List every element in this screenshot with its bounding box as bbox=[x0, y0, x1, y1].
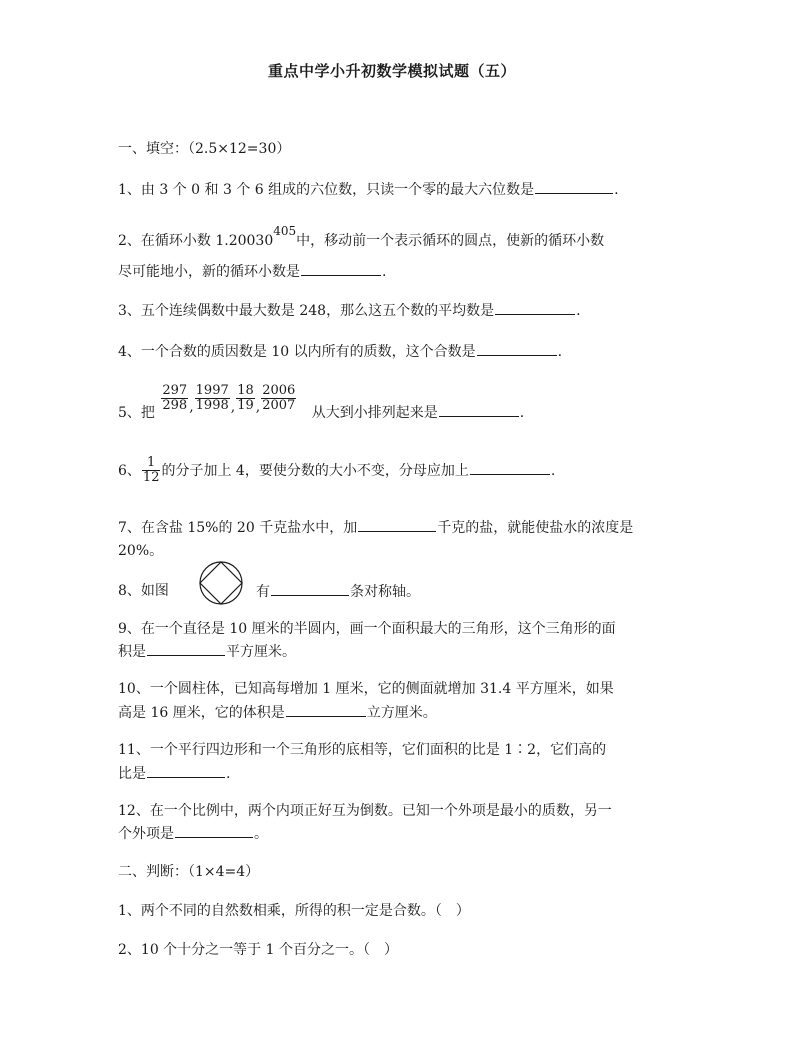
question-1-6 bbox=[118, 456, 555, 486]
question-text: 有 bbox=[256, 584, 270, 600]
judgement-question-2: 2、10 个十分之一等于 1 个百分之一。（ ） bbox=[118, 942, 398, 958]
fraction-2 bbox=[195, 384, 230, 414]
answer-blank[interactable] bbox=[147, 640, 225, 656]
numerator: 1997 bbox=[195, 383, 229, 398]
circle-square-figure bbox=[197, 559, 245, 607]
punct: . bbox=[576, 303, 581, 319]
answer-blank[interactable] bbox=[301, 260, 381, 276]
comma: , bbox=[189, 398, 194, 415]
question-1-10: 10、一个圆柱体，已知高每增加 1 厘米，它的侧面就增加 31.4 平方厘米，如果 bbox=[118, 681, 614, 697]
question-text: 个外项是 bbox=[118, 826, 174, 842]
answer-blank[interactable] bbox=[477, 340, 557, 356]
question-text: 从大到小排列起来是 bbox=[311, 404, 438, 421]
punct: . bbox=[557, 344, 563, 360]
question-text: 立方厘米。 bbox=[366, 705, 437, 721]
question-1-7-line2: 20%。 bbox=[118, 543, 164, 559]
answer-blank[interactable] bbox=[271, 580, 349, 596]
question-1-10-line2 bbox=[118, 701, 437, 722]
numerator: 18 bbox=[237, 383, 254, 398]
section-1-heading: 一、填空：（2.5×12=30） bbox=[118, 141, 291, 157]
fraction-1 bbox=[161, 384, 188, 414]
question-1-5 bbox=[118, 384, 524, 422]
answer-blank[interactable] bbox=[175, 822, 253, 838]
question-1-8-rest bbox=[256, 580, 420, 601]
repeating-digits: 405 bbox=[273, 224, 297, 238]
denominator: 19 bbox=[237, 398, 254, 414]
question-1-7 bbox=[118, 516, 633, 537]
question-text: 千克的盐，就能使盐水的浓度是 bbox=[437, 520, 634, 536]
question-1-2 bbox=[118, 224, 605, 250]
judgement-question-1: 1、两个不同的自然数相乘，所得的积一定是合数。（ ） bbox=[118, 903, 470, 919]
question-1-1 bbox=[118, 178, 619, 199]
answer-blank[interactable] bbox=[358, 516, 436, 532]
question-1-4 bbox=[118, 340, 562, 361]
punct: . bbox=[226, 766, 231, 782]
numerator: 2006 bbox=[262, 383, 296, 398]
question-text: 3、五个连续偶数中最大数是 248，那么这五个数的平均数是 bbox=[118, 303, 495, 319]
question-1-3 bbox=[118, 299, 581, 320]
fraction-3 bbox=[236, 384, 255, 414]
question-1-9: 9、在一个直径是 10 厘米的半圆内，画一个面积最大的三角形，这个三角形的面 bbox=[118, 621, 616, 637]
answer-blank[interactable] bbox=[535, 178, 613, 194]
answer-blank[interactable] bbox=[439, 401, 519, 417]
question-text: 4、一个合数的质因数是 10 以内所有的质数，这个合数是 bbox=[118, 344, 476, 360]
punct: . bbox=[550, 462, 556, 479]
question-text: 平方厘米。 bbox=[226, 644, 296, 660]
question-1-8-text: 8、如图 bbox=[118, 583, 169, 599]
answer-blank[interactable] bbox=[147, 762, 225, 778]
numerator: 297 bbox=[162, 383, 188, 398]
comma: , bbox=[255, 398, 261, 415]
punct: . bbox=[614, 182, 619, 198]
question-text: 6、 bbox=[118, 462, 141, 479]
punct: . bbox=[382, 264, 387, 280]
answer-blank[interactable] bbox=[470, 459, 550, 475]
denominator: 298 bbox=[162, 398, 188, 414]
punct: 。 bbox=[254, 826, 268, 842]
question-text: 5、把 bbox=[118, 404, 155, 421]
comma: , bbox=[230, 398, 236, 415]
denominator: 1998 bbox=[195, 398, 229, 414]
question-1-12: 12、在一个比例中，两个内项正好互为倒数。已知一个外项是最小的质数，另一 bbox=[118, 803, 612, 819]
question-text: 7、在含盐 15%的 20 千克盐水中，加 bbox=[118, 520, 358, 536]
question-text: 积是 bbox=[118, 644, 146, 660]
section-2-heading: 二、判断：（1×4=4） bbox=[118, 864, 260, 880]
question-text: 2、在循环小数 1.20030 bbox=[118, 233, 274, 249]
numerator: 1 bbox=[142, 456, 161, 471]
answer-blank[interactable] bbox=[495, 299, 575, 315]
page-title: 重点中学小升初数学模拟试题（五） bbox=[268, 62, 517, 80]
question-text: 的分子加上 4，要使分数的大小不变，分母应加上 bbox=[161, 462, 469, 479]
denominator: 2007 bbox=[262, 398, 296, 414]
question-text: 比是 bbox=[118, 766, 146, 782]
question-text: 中，移动前一个表示循环的圆点，使新的循环小数 bbox=[296, 233, 605, 249]
fraction-4 bbox=[261, 384, 296, 414]
punct: . bbox=[519, 404, 525, 421]
question-1-12-line2 bbox=[118, 822, 268, 843]
question-text: 条对称轴。 bbox=[350, 584, 420, 600]
answer-blank[interactable] bbox=[286, 701, 366, 717]
question-text: 1、由 3 个 0 和 3 个 6 组成的六位数，只读一个零的最大六位数是 bbox=[118, 182, 535, 198]
denominator: 12 bbox=[142, 470, 160, 486]
question-1-11: 11、一个平行四边形和一个三角形的底相等，它们面积的比是 1∶2，它们高的 bbox=[118, 742, 607, 758]
fraction bbox=[142, 456, 161, 486]
question-text: 高是 16 厘米，它的体积是 bbox=[118, 705, 285, 721]
question-text: 尽可能地小，新的循环小数是 bbox=[118, 264, 300, 280]
question-1-9-line2 bbox=[118, 640, 296, 661]
question-1-11-line2 bbox=[118, 762, 230, 783]
question-1-2-line2 bbox=[118, 260, 386, 281]
